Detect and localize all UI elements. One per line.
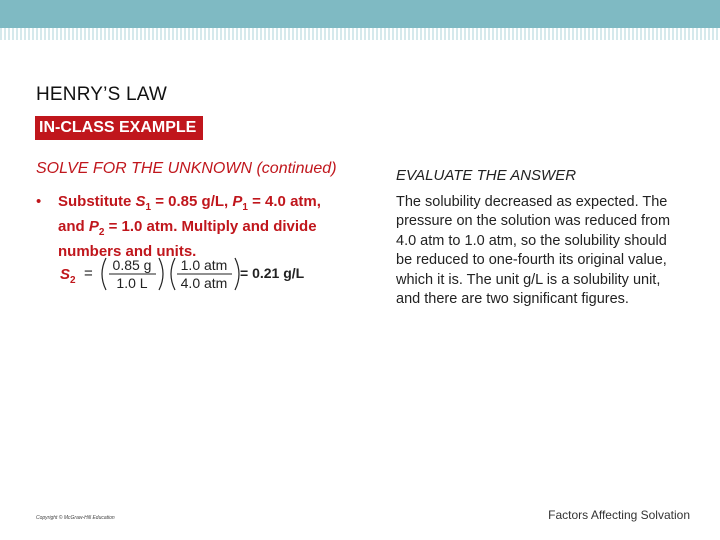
equation xyxy=(58,252,358,296)
evaluate-heading: EVALUATE THE ANSWER xyxy=(396,167,577,184)
slide-title: HENRY’S LAW xyxy=(36,84,168,105)
footer-label: Factors Affecting Solvation xyxy=(548,508,690,522)
equation-equals: = xyxy=(84,265,93,282)
top-banner xyxy=(0,0,720,28)
equation-result: = 0.21 g/L xyxy=(240,265,305,281)
paren-open-1 xyxy=(102,258,106,290)
equation-lhs: S xyxy=(60,266,71,283)
fraction2-denominator: 4.0 atm xyxy=(180,275,228,291)
paren-close-2 xyxy=(235,258,239,290)
paren-open-2 xyxy=(171,258,175,290)
fraction1-denominator: 1.0 L xyxy=(116,275,148,291)
fraction2-numerator: 1.0 atm xyxy=(180,257,228,273)
fraction1-numerator: 0.85 g xyxy=(112,257,152,273)
top-stripe-pattern xyxy=(0,28,720,40)
in-class-example-badge: IN-CLASS EXAMPLE xyxy=(35,116,203,140)
evaluate-body: The solubility decreased as expected. The pressure on the solution was reduced from 4.0 atm to 1.0 atm, so the solubility should be reduced to one-fourth its original value, which it is. The unit g/L is a solubility unit, and there are two significant figures. xyxy=(396,194,671,308)
equation-lhs-sub: 2 xyxy=(70,275,76,286)
copyright-text: Copyright © McGraw-Hill Education xyxy=(36,515,115,521)
bullet-text: Substitute $S_1 = 0.85$ g/L, $P_1 = 4.0$ atm, and $P_2 = 1.0$ atm. Multiply and divide numbers and units. xyxy=(58,193,321,260)
bullet-marker: • xyxy=(36,193,42,210)
solve-heading: SOLVE FOR THE UNKNOWN (continued) xyxy=(36,160,337,177)
paren-close-1 xyxy=(159,258,163,290)
